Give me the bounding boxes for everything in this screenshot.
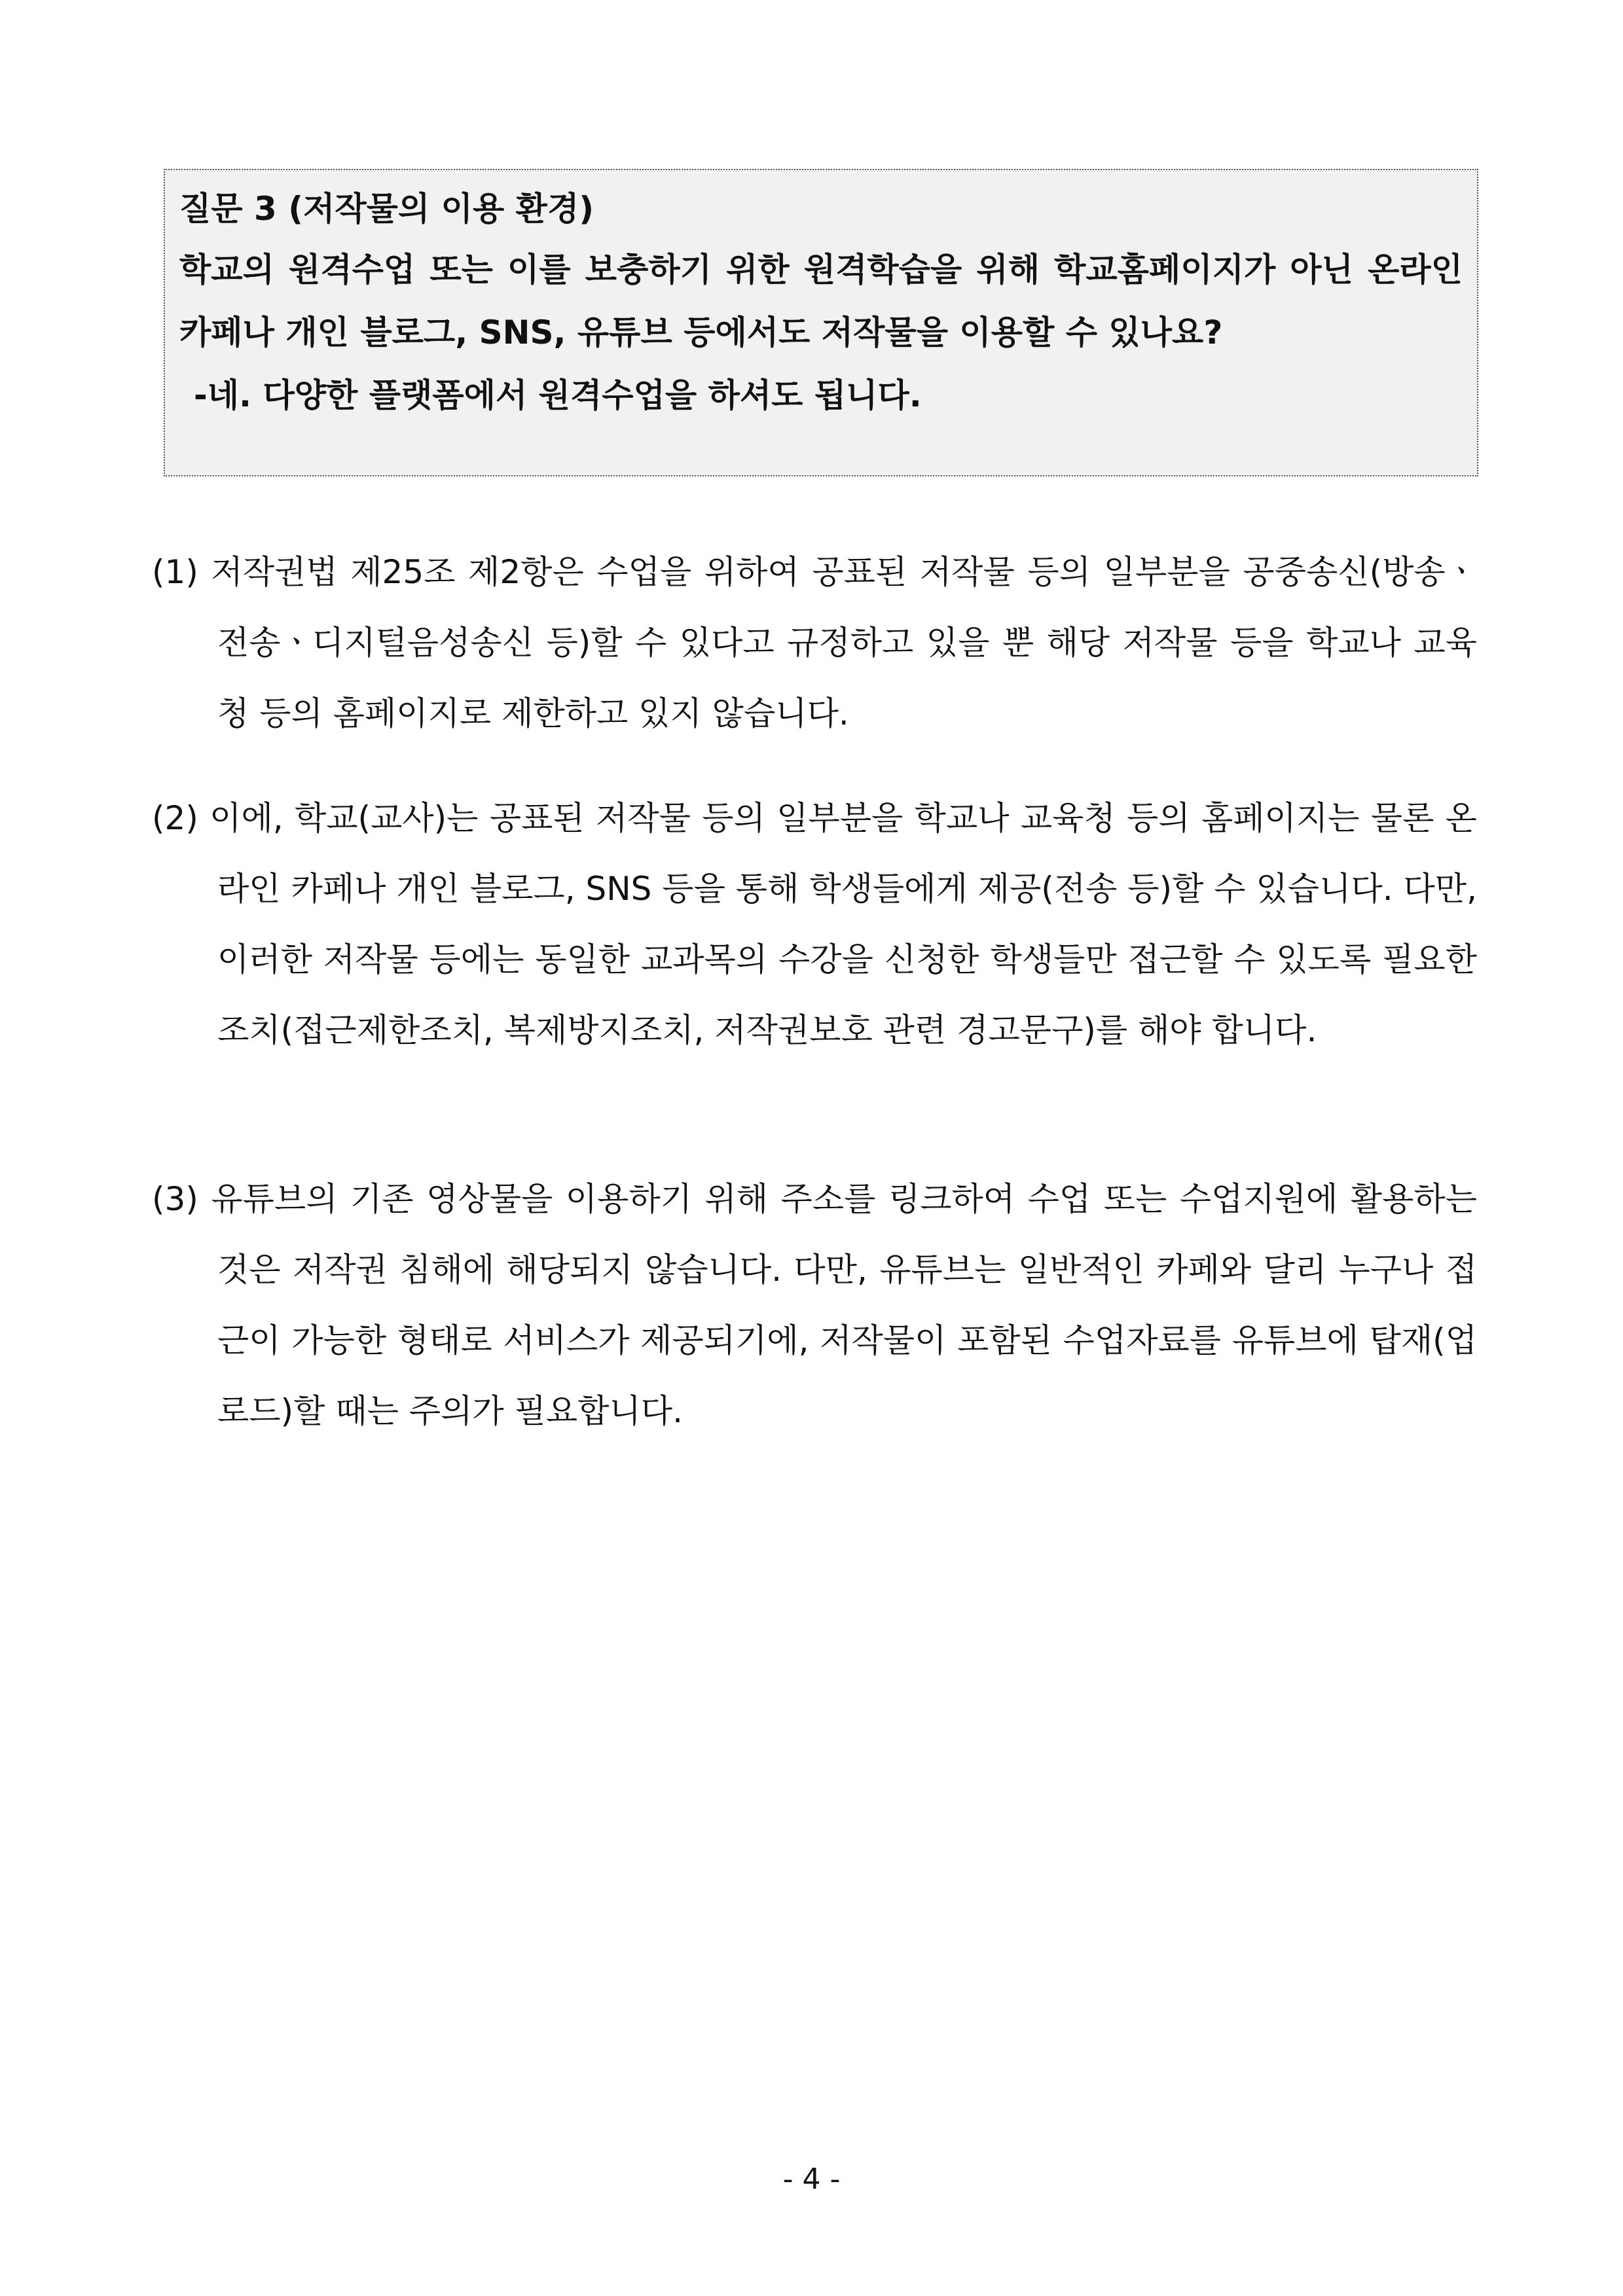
answer-text: -네. 다양한 플랫폼에서 원격수업을 하셔도 됩니다.: [194, 376, 922, 414]
paragraph-2: (2) 이에, 학교(교사)는 공표된 저작물 등의 일부분을 학교나 교육청 등의 홈페이지는 물론 온라인 카페나 개인 블로그, SNS 등을 통해 학생들에게 제공(전송 등)할 수 있습니다. 다만, 이러한 저작물 등에는 동일한 교과목의 수강을 신청한 학생들만 접근할 수 있도록 필요한 조치(접근제한조치, 복제방지조치, 저작권보호 관련 경고문구)를 해야 합니다.: [152, 799, 1477, 1049]
question-title: 질문 3 (저작물의 이용 환경): [179, 190, 594, 228]
page-number: - 4 -: [782, 2162, 841, 2196]
paragraph-1: (1) 저작권법 제25조 제2항은 수업을 위하여 공표된 저작물 등의 일부분을 공중송신(방송ㆍ전송ㆍ디지털음성송신 등)할 수 있다고 규정하고 있을 뿐 해당 저작물 등을 학교나 교육청 등의 홈페이지로 제한하고 있지 않습니다.: [152, 553, 1477, 732]
paragraph-3: (3) 유튜브의 기존 영상물을 이용하기 위해 주소를 링크하여 수업 또는 수업지원에 활용하는 것은 저작권 침해에 해당되지 않습니다. 다만, 유튜브는 일반적인 카페와 달리 누구나 접근이 가능한 형태로 서비스가 제공되기에, 저작물이 포함된 수업자료를 유튜브에 탑재(업로드)할 때는 주의가 필요합니다.: [152, 1180, 1477, 1430]
question-box: [164, 169, 1478, 476]
question-text: 학교의 원격수업 또는 이를 보충하기 위한 원격학습을 위해 학교홈페이지가 아닌 온라인 카페나 개인 블로그, SNS, 유튜브 등에서도 저작물을 이용할 수 있나요?: [179, 251, 1463, 351]
